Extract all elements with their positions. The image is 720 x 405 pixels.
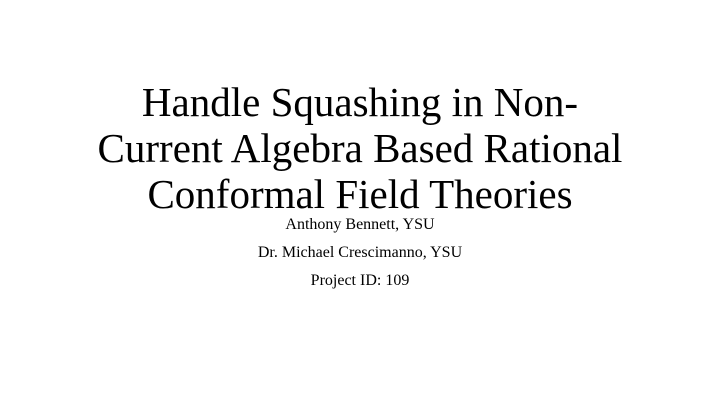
title-line: Conformal Field Theories	[147, 171, 573, 217]
slide-subtitle	[120, 214, 600, 298]
title-line: Handle Squashing in Non-	[141, 79, 579, 125]
title-line: Current Algebra Based Rational	[97, 125, 623, 171]
author-line: Anthony Bennett, YSU	[285, 216, 435, 233]
advisor-line: Dr. Michael Crescimanno, YSU	[257, 244, 463, 261]
slide-title	[70, 79, 650, 217]
project-id-line: Project ID: 109	[310, 272, 410, 289]
